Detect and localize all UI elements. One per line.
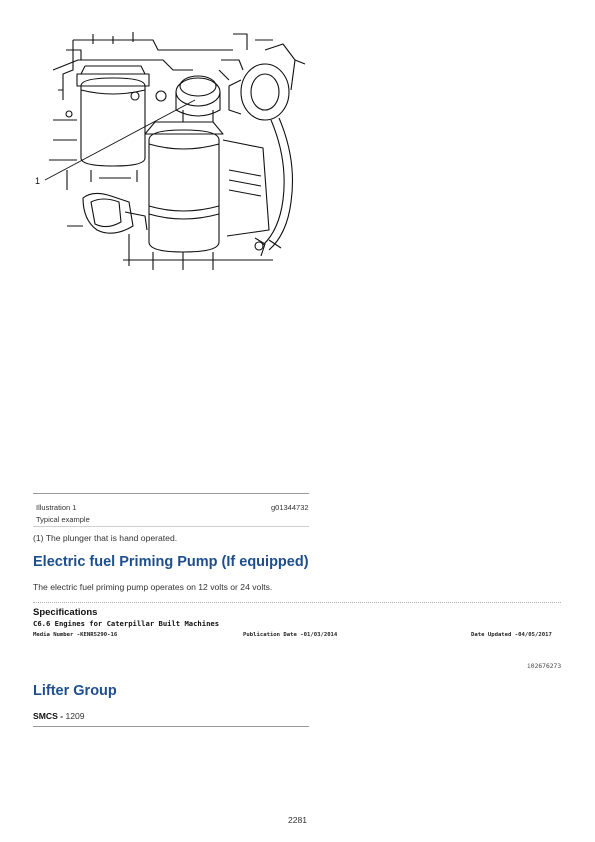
specifications-subtitle: C6.6 Engines for Caterpillar Built Machines [33,619,220,628]
media-number: Media Number -KENR5290-16 [33,632,118,638]
publication-date: Publication Date -01/03/2014 [243,632,338,638]
smcs-rule [33,726,309,727]
smcs-value: 1209 [65,711,85,721]
fuel-filter-drawing [33,30,309,274]
engine-illustration [33,30,309,274]
callout-description: (1) The plunger that is hand operated. [33,533,178,543]
caption-bottom-rule [33,526,309,527]
specifications-title: Specifications [33,607,98,618]
graphic-id: g01344732 [271,503,309,512]
priming-pump-body: The electric fuel priming pump operates on 12 volts or 24 volts. [33,582,273,592]
smcs-line [33,711,85,721]
document-id: i02676273 [527,663,562,670]
date-updated: Date Updated -04/05/2017 [471,632,552,638]
section-heading-lifter-group: Lifter Group [33,683,117,699]
section-heading-priming-pump: Electric fuel Priming Pump (If equipped) [33,554,309,570]
section-divider [33,602,561,603]
page-number: 2281 [287,815,308,825]
illustration-caption: Typical example [36,515,90,524]
callout-number: 1 [35,176,41,186]
illustration-label: Illustration 1 [36,503,77,512]
caption-top-rule [33,493,309,494]
smcs-label: SMCS - [33,711,64,721]
